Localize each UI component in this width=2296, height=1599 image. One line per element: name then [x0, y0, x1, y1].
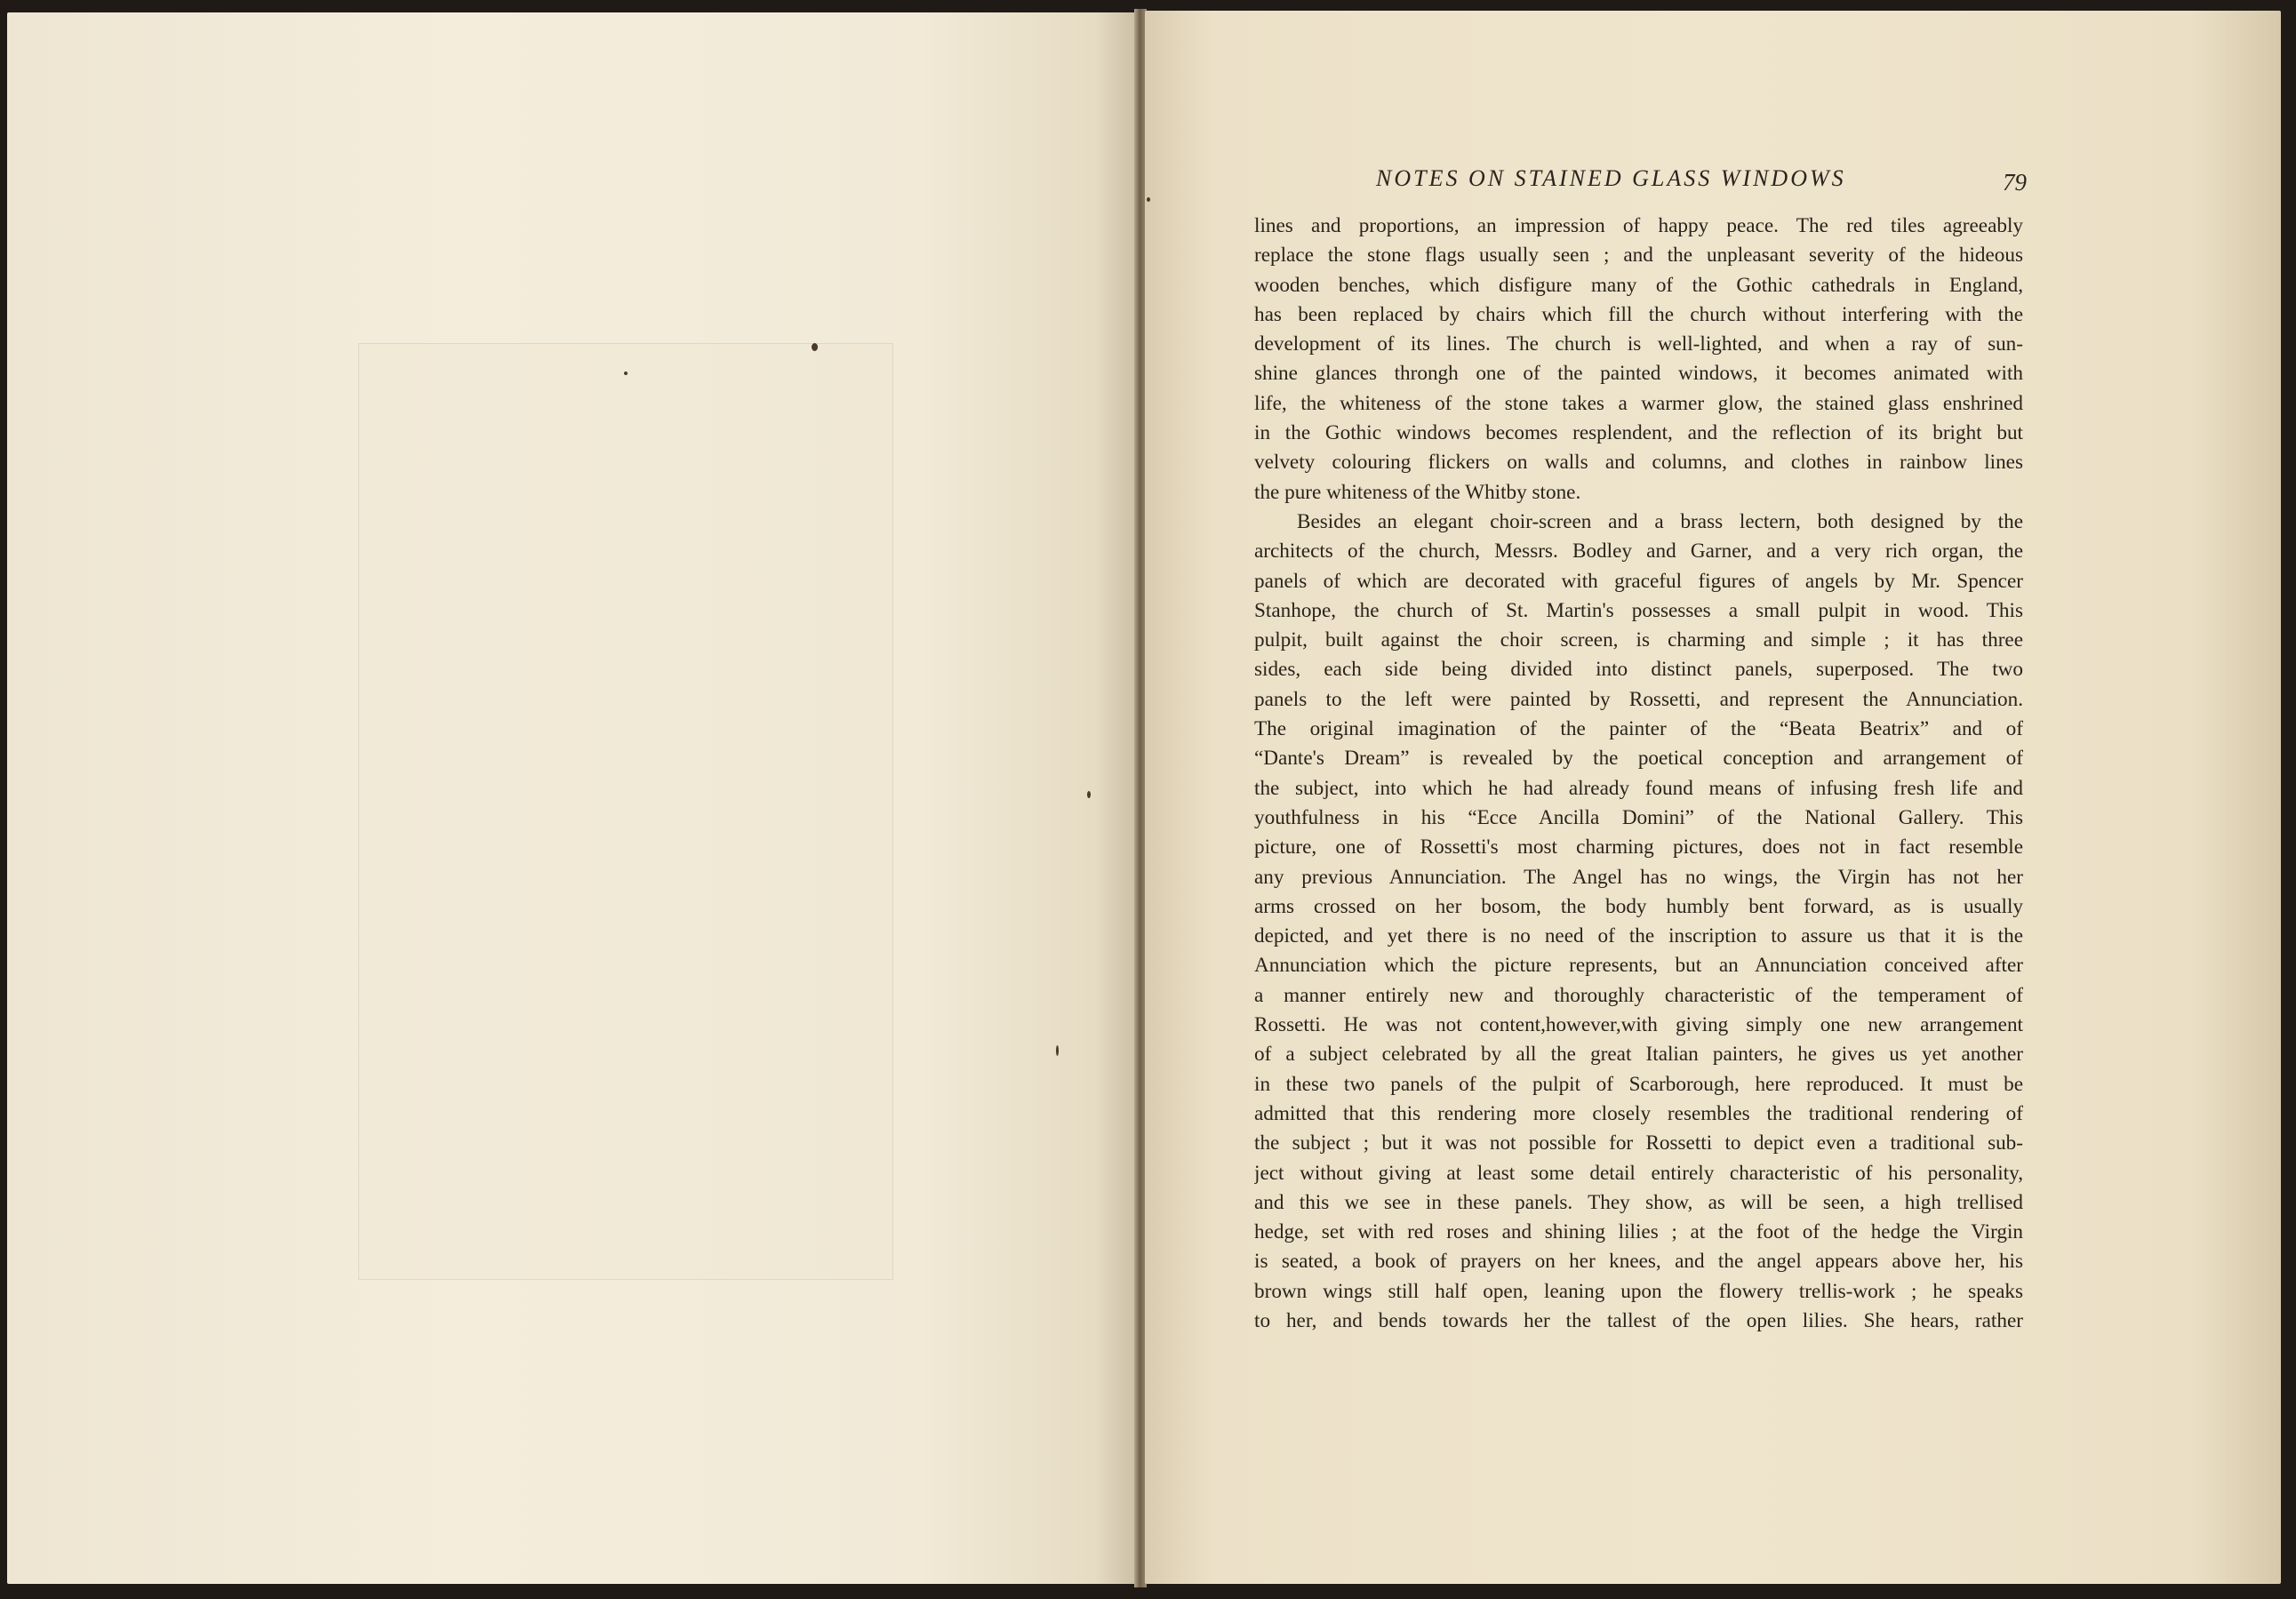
text-line: to her, and bends towards her the tallest of the open lilies. She hears, rather [1254, 1308, 2023, 1332]
text-line: panels of which are decorated with graceful figures of angels by Mr. Spencer [1254, 569, 2023, 593]
text-line: brown wings still half open, leaning upon the flowery trellis-work ; he speaks [1254, 1279, 2023, 1303]
text-line: the subject, into which he had already found means of infusing fresh life and [1254, 776, 2023, 800]
text-line: is seated, a book of prayers on her knees, and the angel appears above her, his [1254, 1250, 2023, 1274]
body-text [1254, 212, 2023, 1336]
paper-fleck [812, 343, 818, 351]
text-line: The original imagination of the painter of the “Beata Beatrix” and of [1254, 717, 2023, 741]
paper-fleck [1087, 791, 1091, 798]
text-line: in the Gothic windows becomes resplendent, and the reflection of its bright but [1254, 421, 2023, 445]
text-line: “Dante's Dream” is revealed by the poetical conception and arrangement of [1254, 747, 2023, 771]
text-line: the pure whiteness of the Whitby stone. [1254, 480, 1581, 504]
text-line: lines and proportions, an impression of happy peace. The red tiles agreeably [1254, 214, 2023, 237]
page-number: 79 [2003, 169, 2027, 196]
text-line: Rossetti. He was not content,however,with giving simply one new arrangement [1254, 1013, 2023, 1037]
text-line: velvety colouring flickers on walls and columns, and clothes in rainbow lines [1254, 451, 2023, 475]
text-line: wooden benches, which disfigure many of the Gothic cathedrals in England, [1254, 273, 2023, 297]
text-line: in these two panels of the pulpit of Scarborough, here reproduced. It must be [1254, 1072, 2023, 1096]
plate-offset-shadow [358, 343, 893, 1280]
text-line: hedge, set with red roses and shining lilies ; at the foot of the hedge the Virgin [1254, 1220, 2023, 1244]
text-line: depicted, and yet there is no need of the inscription to assure us that it is the [1254, 924, 2023, 948]
text-line: the subject ; but it was not possible for Rossetti to depict even a traditional sub- [1254, 1131, 2023, 1155]
text-line: of a subject celebrated by all the great Italian painters, he gives us yet another [1254, 1043, 2023, 1067]
paper-fleck [1056, 1045, 1059, 1056]
text-line: Annunciation which the picture represents, but an Annunciation conceived after [1254, 954, 2023, 978]
text-line: and this we see in these panels. They show, as will be seen, a high trellised [1254, 1190, 2023, 1214]
paper-fleck [1147, 197, 1150, 202]
text-line: life, the whiteness of the stone takes a warmer glow, the stained glass enshrined [1254, 391, 2023, 415]
text-line: youthfulness in his “Ecce Ancilla Domini” of the National Gallery. This [1254, 805, 2023, 829]
text-line: ject without giving at least some detail entirely characteristic of his personality, [1254, 1161, 2023, 1185]
text-line: architects of the church, Messrs. Bodley and Garner, and a very rich organ, the [1254, 540, 2023, 564]
text-line: development of its lines. The church is well-lighted, and when a ray of sun- [1254, 332, 2023, 356]
text-line-paragraph-start: Besides an elegant choir-screen and a brass lectern, both designed by the [1297, 509, 2023, 533]
text-line: has been replaced by chairs which fill the church without interfering with the [1254, 302, 2023, 326]
left-page-blank [7, 12, 1140, 1584]
text-line: pulpit, built against the choir screen, is charming and simple ; it has three [1254, 628, 2023, 652]
text-line: arms crossed on her bosom, the body humbly bent forward, as is usually [1254, 894, 2023, 918]
text-line: shine glances throngh one of the painted windows, it becomes animated with [1254, 362, 2023, 386]
paper-fleck [624, 372, 628, 375]
text-line: any previous Annunciation. The Angel has no wings, the Virgin has not her [1254, 865, 2023, 889]
text-line: replace the stone flags usually seen ; and the unpleasant severity of the hideous [1254, 244, 2023, 268]
text-line: Stanhope, the church of St. Martin's possesses a small pulpit in wood. This [1254, 598, 2023, 622]
text-line: sides, each side being divided into distinct panels, superposed. The two [1254, 658, 2023, 682]
text-line: picture, one of Rossetti's most charming pictures, does not in fact resemble [1254, 835, 2023, 859]
text-line: admitted that this rendering more closely resembles the traditional rendering of [1254, 1101, 2023, 1125]
text-line: a manner entirely new and thoroughly characteristic of the temperament of [1254, 983, 2023, 1007]
text-line: panels to the left were painted by Rossetti, and represent the Annunciation. [1254, 687, 2023, 711]
running-head: NOTES ON STAINED GLASS WINDOWS [1376, 165, 1846, 191]
